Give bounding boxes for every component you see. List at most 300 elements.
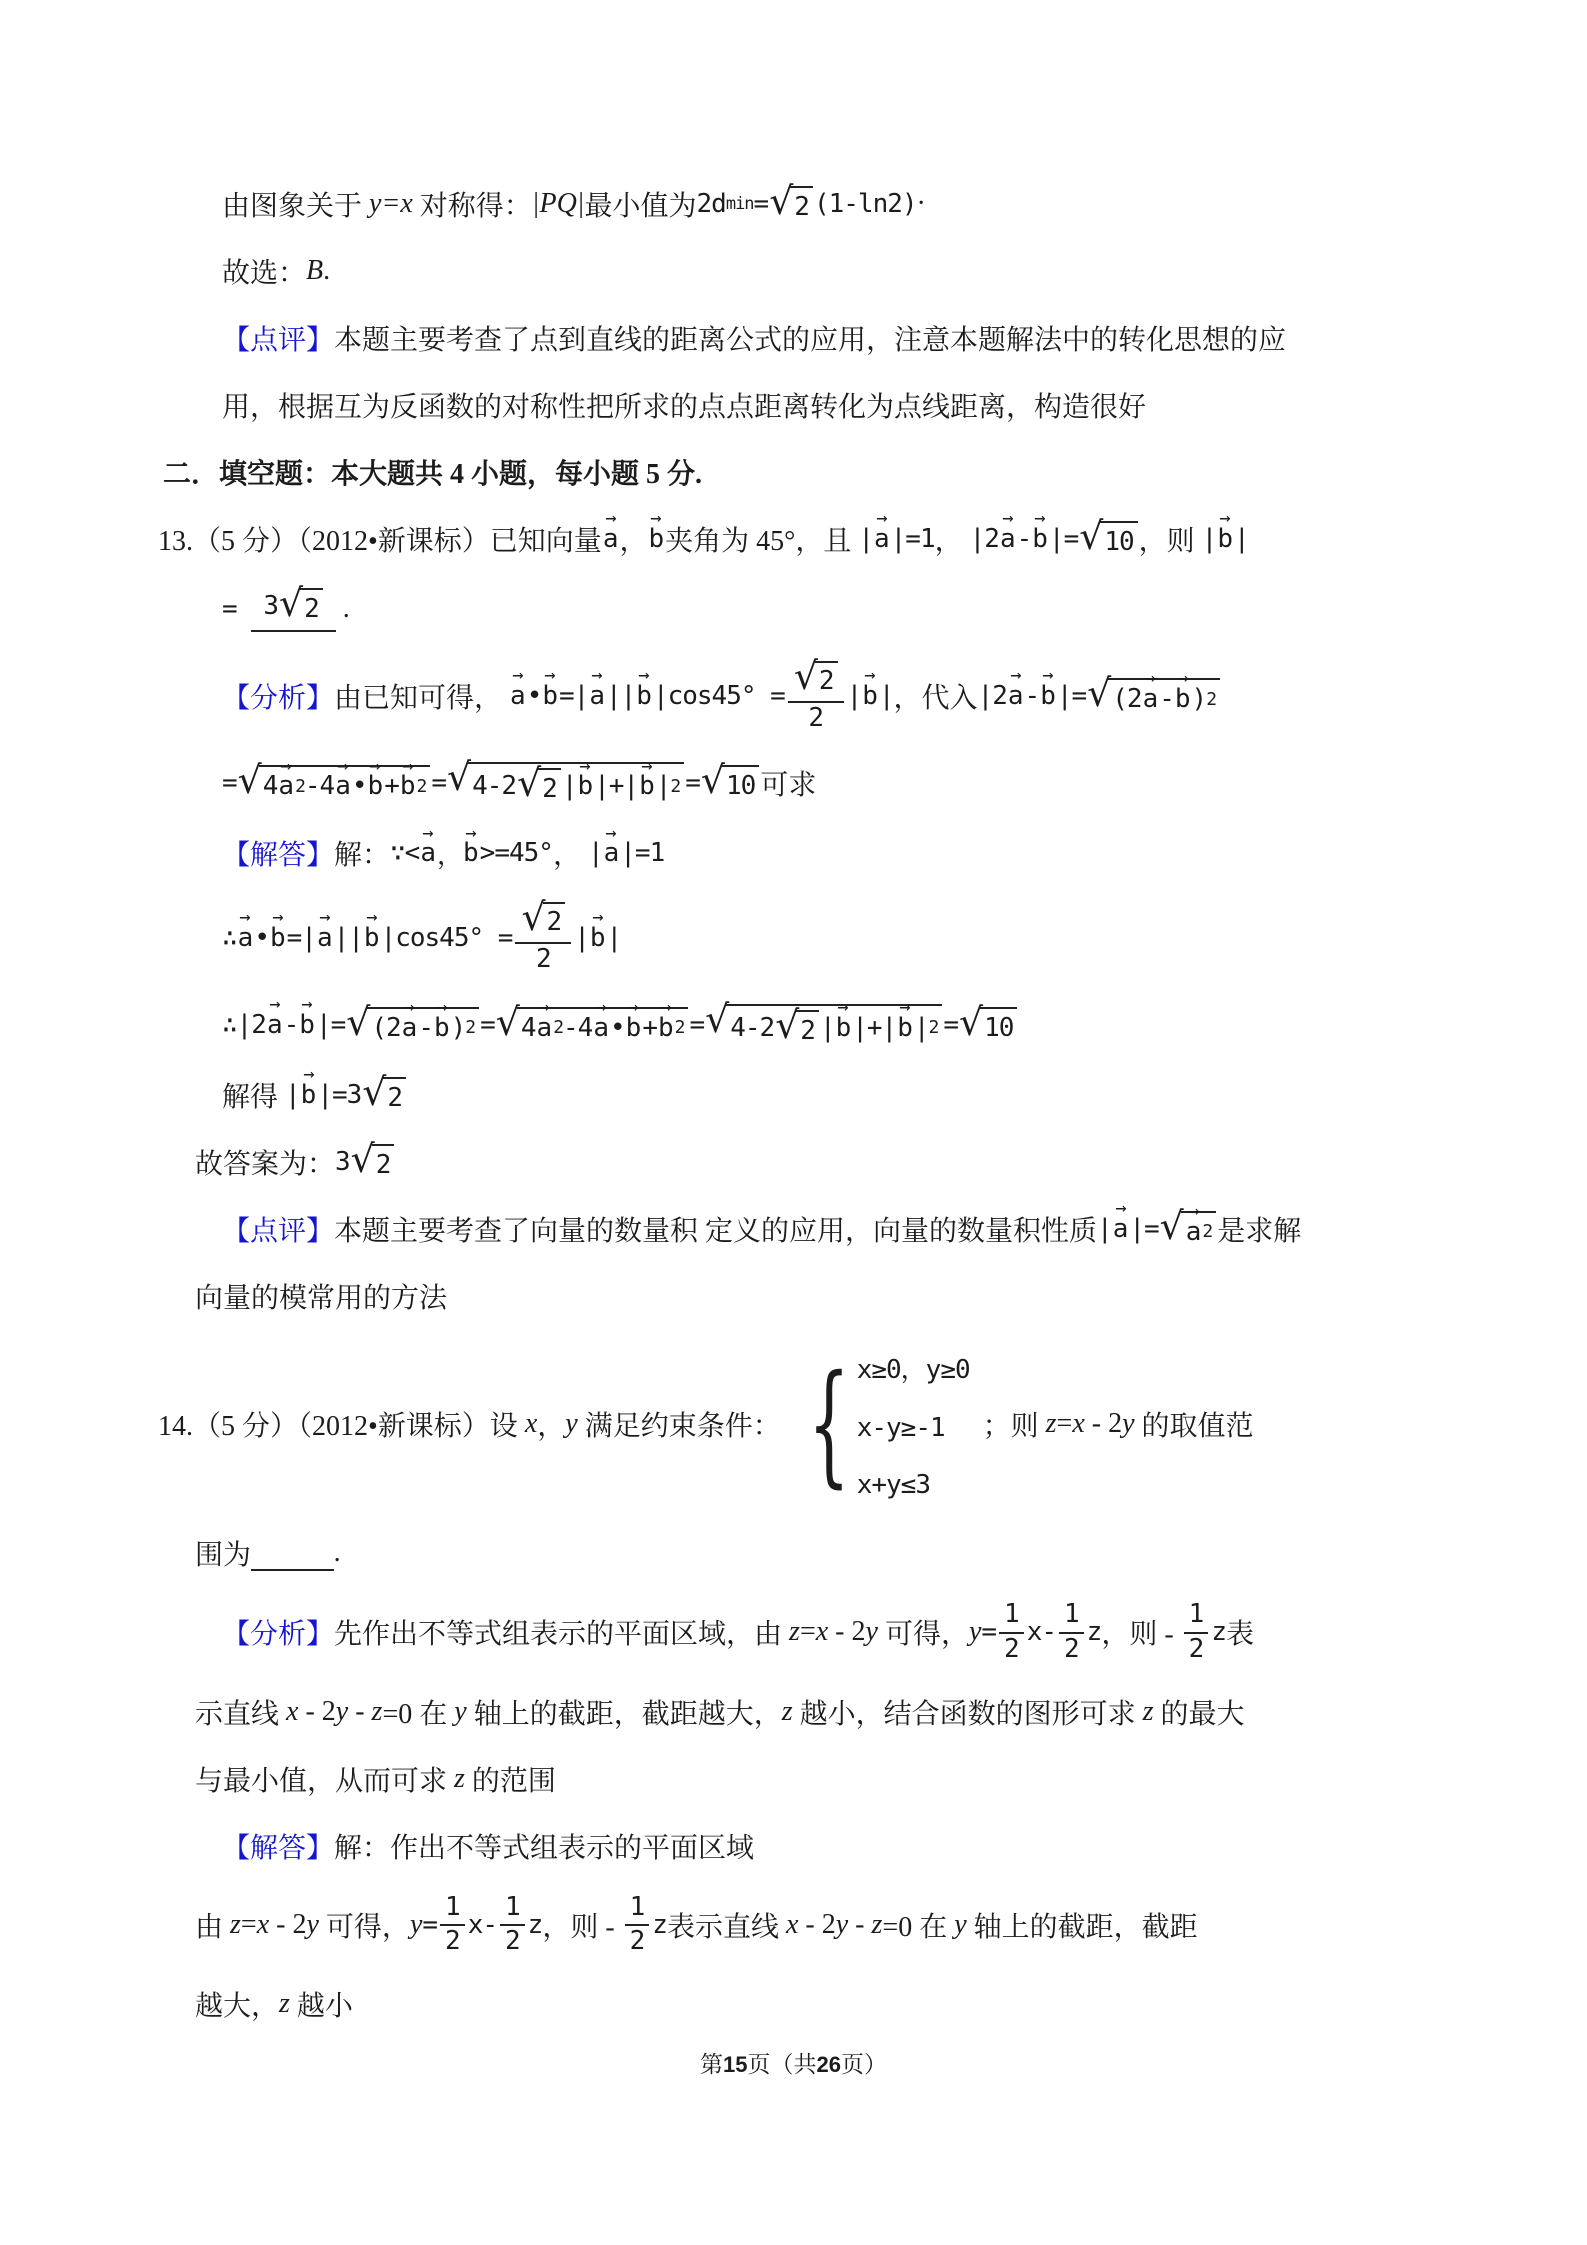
- sqrt-radical: [362, 1077, 406, 1115]
- math-run: √ 2: [387, 1082, 403, 1113]
- text-run: 的取值范: [1134, 1411, 1254, 1443]
- math-variable: x: [785, 1908, 799, 1940]
- math-run: ∴: [222, 922, 237, 953]
- case-row: [857, 1349, 970, 1386]
- text-run: 是求解: [1217, 1215, 1302, 1247]
- math-variable: y: [335, 1695, 349, 1727]
- math-run: =: [480, 1009, 495, 1040]
- q13-solution-line-1: [0, 821, 1517, 873]
- q13-solution-line-2: [0, 888, 1517, 975]
- math-run: |+|: [594, 771, 639, 802]
- vector-a: → a: [874, 524, 890, 554]
- superscript: 2: [670, 775, 681, 797]
- sqrt-radical: [346, 1007, 479, 1045]
- vector-a: → a: [1008, 681, 1024, 711]
- math-variable: y=x: [369, 188, 413, 219]
- text-run: =: [1056, 1408, 1073, 1440]
- math-variable: y: [1122, 1408, 1135, 1440]
- text-run: ，则 -: [542, 1911, 622, 1943]
- math-run: √ 2: [794, 191, 809, 222]
- text-run: 用，根据互为反函数的对称性把所求的点点距离转化为点线距离，构造很好: [222, 392, 1147, 423]
- vector-b: → b: [897, 1013, 913, 1043]
- math-run: |=: [1048, 524, 1079, 554]
- denominator: [1189, 1634, 1204, 1665]
- superscript: 2: [1202, 1221, 1213, 1243]
- radicand: [980, 1007, 1017, 1045]
- vector-b: → b: [658, 1013, 674, 1043]
- math-run: -4: [563, 1012, 593, 1043]
- math-variable: B: [306, 255, 324, 286]
- math-run: 1: [1064, 1598, 1079, 1629]
- math-run: 3: [335, 1146, 350, 1177]
- math-run: 2: [808, 702, 824, 733]
- text-run: ，: [934, 526, 970, 557]
- section-label: 【解答】: [222, 1832, 335, 1864]
- text-run: 先作出不等式组表示的平面区域，由: [334, 1619, 790, 1651]
- vector-b: → b: [542, 681, 558, 711]
- sqrt-radical: [447, 762, 684, 806]
- vector-a: → a: [589, 681, 605, 711]
- text-run: 可求: [760, 770, 817, 802]
- left-brace-icon: {: [807, 1346, 850, 1501]
- math-run: |: [819, 1012, 835, 1043]
- q14-solution-line-1: [0, 1814, 1517, 1866]
- vector-a: → a: [1143, 684, 1159, 714]
- vector-a: → a: [1000, 524, 1016, 554]
- math-variable: z: [371, 1695, 383, 1727]
- footer-text-post: 页）: [840, 2052, 887, 2077]
- text-run: .: [333, 1536, 341, 1568]
- text-run: =0 在: [882, 1911, 955, 1943]
- text-run: 与最小值，从而可求: [195, 1765, 455, 1797]
- vector-a: → √ a: [1186, 1217, 1202, 1247]
- math-run: |: [878, 681, 894, 712]
- q12-comment-line-1: [0, 306, 1517, 358]
- superscript: 2: [416, 775, 427, 797]
- bold-text: 二．填空题：本大题共 4 小题，每小题 5 分.: [163, 459, 703, 490]
- math-variable: x: [286, 1695, 299, 1727]
- math-run: 1: [1004, 1598, 1019, 1629]
- footer-page-number: 15: [723, 2052, 748, 2077]
- math-run: |: [913, 1012, 929, 1043]
- text-run: 解：作出不等式组表示的平面区域: [334, 1832, 755, 1864]
- superscript: 2: [553, 1017, 564, 1039]
- math-run: |=1: [890, 524, 935, 554]
- text-run: 表: [1225, 1619, 1254, 1651]
- q12-answer-line: [0, 239, 1517, 291]
- math-run: 1: [445, 1891, 460, 1922]
- math-run: 3: [263, 590, 278, 621]
- q13-stem-line: [0, 507, 1517, 559]
- text-run: 由: [195, 1911, 231, 1943]
- math-run: ∴|2: [222, 1009, 266, 1040]
- footer-text-pre: 第: [700, 2052, 724, 2077]
- math-run: √ 4: [520, 1012, 536, 1043]
- sqrt-radical: [769, 186, 813, 224]
- numerator: [440, 1893, 465, 1927]
- vector-a: → a: [278, 771, 294, 801]
- radicand: [796, 1010, 819, 1048]
- math-variable: z: [454, 1762, 465, 1794]
- math-run: |: [285, 1079, 300, 1110]
- math-run: |: [561, 771, 577, 802]
- math-run: √ 10: [1104, 526, 1134, 557]
- sqrt-radical: [496, 1007, 689, 1045]
- math-run: 2: [536, 944, 551, 975]
- math-run: -4: [304, 771, 335, 802]
- math-variable: y: [835, 1908, 849, 1940]
- math-run: √ 10: [984, 1012, 1014, 1043]
- text-run: ，则 -: [1101, 1619, 1181, 1651]
- sqrt-radical: [351, 1144, 395, 1182]
- math-run: x-y≥-1: [856, 1412, 945, 1443]
- text-run: 越大，: [195, 1991, 280, 2023]
- answer-underline: [251, 586, 335, 632]
- math-run: |=3: [317, 1079, 362, 1110]
- math-run: [263, 1535, 322, 1565]
- math-run: z: [1211, 1617, 1226, 1648]
- math-run: |: [606, 922, 622, 953]
- denominator: [505, 1926, 520, 1957]
- superscript: 2: [465, 1017, 476, 1039]
- text-run: 可得，: [318, 1911, 410, 1943]
- text-run: 表示直线: [666, 1911, 786, 1943]
- sqrt-radical: [1087, 678, 1220, 716]
- math-run: x+y≤3: [856, 1469, 930, 1500]
- vector-b: → b: [1040, 681, 1056, 711]
- text-run: 围为: [195, 1539, 252, 1571]
- text-run: 的最大: [1153, 1698, 1245, 1730]
- superscript: 2: [928, 1017, 939, 1039]
- text-run: 本题主要考查了点到直线的距离公式的应用，注意本题解法中的转化思想的应: [334, 325, 1287, 356]
- math-run: x-: [1026, 1617, 1057, 1648]
- math-run: •: [610, 1012, 625, 1043]
- q13-solution-line-4: [0, 1063, 1517, 1115]
- math-variable: x: [524, 1408, 538, 1440]
- text-run: - 2: [828, 1616, 866, 1648]
- q13-comment-line-2: [0, 1264, 1517, 1316]
- text-run: =: [240, 1908, 257, 1940]
- text-run: 由已知可得，: [334, 683, 510, 715]
- numerator: [788, 659, 844, 703]
- math-variable: z: [781, 1695, 793, 1727]
- text-run: 解：: [334, 840, 391, 872]
- math-run: •: [351, 771, 367, 802]
- math-run: ，: [437, 840, 463, 871]
- section-label: 【分析】: [222, 683, 335, 715]
- text-run: ，: [552, 840, 588, 872]
- text-run: 的范围: [464, 1765, 556, 1797]
- text-run: 故答案为：: [195, 1148, 336, 1180]
- sqrt-radical: [705, 1004, 942, 1048]
- math-run: |2: [969, 524, 999, 554]
- math-run: =: [753, 189, 769, 219]
- math-run: 1: [1188, 1598, 1204, 1629]
- vector-a: → a: [335, 771, 351, 801]
- math-run: =|: [286, 922, 316, 953]
- math-variable: z: [279, 1988, 290, 2020]
- math-variable: y: [454, 1695, 467, 1727]
- math-run: •: [526, 681, 542, 712]
- math-run: 2d: [696, 189, 726, 219]
- sqrt-radical: [701, 765, 759, 803]
- text-run: -: [848, 1908, 872, 1940]
- math-run: -: [1016, 524, 1032, 554]
- math-variable: x: [1072, 1408, 1085, 1440]
- math-run: |: [846, 681, 862, 712]
- math-run: |=: [1129, 1213, 1159, 1244]
- case-row: [857, 1413, 970, 1443]
- text-run: - 2: [798, 1908, 836, 1940]
- page-footer: [0, 2046, 1587, 2079]
- math-run: |: [1233, 524, 1249, 554]
- text-run: - 2: [1084, 1408, 1123, 1440]
- vector-a: → a: [1113, 1214, 1129, 1244]
- sqrt-radical: [1079, 521, 1137, 559]
- math-run: z: [652, 1909, 667, 1940]
- radicand: [1108, 678, 1220, 716]
- math-run: 2: [1004, 1633, 1019, 1664]
- math-run: |: [1097, 1213, 1112, 1244]
- math-run: 2: [1064, 1633, 1079, 1664]
- text-run: ，: [619, 526, 648, 557]
- text-run: 示直线: [195, 1698, 287, 1730]
- vector-b: → b: [639, 771, 655, 801]
- text-run: 越小，结合函数的图形可求: [792, 1698, 1143, 1730]
- vector-b: → b: [577, 771, 593, 801]
- case-rows: [857, 1349, 970, 1500]
- sqrt-radical: [521, 902, 565, 940]
- math-run: |cos45° =: [380, 922, 513, 953]
- vector-a: → a: [317, 923, 333, 953]
- q14-solution-line-2: [0, 1881, 1517, 1958]
- math-run: √ 4-2: [472, 771, 517, 802]
- vector-b: → b: [463, 838, 479, 868]
- math-run: >=45°: [479, 838, 553, 869]
- radicand: [1181, 1211, 1217, 1249]
- numerator: [625, 1893, 650, 1927]
- math-run: |=: [315, 1009, 346, 1040]
- numerator: [500, 1893, 525, 1927]
- text-run: ，: [537, 1411, 566, 1443]
- radicand: [468, 762, 684, 806]
- fraction: [500, 1893, 525, 1958]
- radicand: [538, 768, 561, 806]
- math-variable: z: [789, 1616, 800, 1648]
- math-run: +: [642, 1012, 657, 1043]
- sqrt-radical: [959, 1007, 1017, 1045]
- vector-b: → b: [400, 771, 416, 801]
- constraint-system: [787, 1346, 970, 1501]
- denominator: [808, 703, 823, 734]
- q14-analysis-line-3: [0, 1747, 1517, 1799]
- math-run: ||: [605, 681, 636, 712]
- denominator: [536, 944, 551, 975]
- math-variable: |PQ|: [531, 188, 585, 219]
- text-run: - 2: [269, 1908, 307, 1940]
- math-run: √ 2: [304, 593, 319, 624]
- math-run: |=: [1056, 681, 1087, 712]
- text-run: 故选：: [222, 258, 307, 289]
- math-run: ||: [333, 922, 363, 953]
- vector-b: → b: [648, 524, 664, 554]
- document-body: [0, 172, 1517, 2039]
- q14-stem-line-2: [0, 1521, 1517, 1573]
- vector-a: → a: [238, 923, 254, 953]
- section-header: [0, 440, 1517, 492]
- math-variable: y: [409, 1908, 423, 1940]
- vector-b: → b: [1217, 524, 1233, 554]
- math-variable: z: [1045, 1408, 1057, 1440]
- math-run: √ 2: [800, 1015, 815, 1046]
- text-run: .: [335, 592, 350, 624]
- radicand: [259, 765, 431, 803]
- math-variable: y: [565, 1408, 578, 1440]
- math-run: |=1: [620, 838, 665, 869]
- math-run: 2: [505, 1926, 520, 1957]
- text-run: =: [799, 1616, 816, 1648]
- fraction: [1184, 1600, 1209, 1665]
- math-run: (1-ln2): [813, 189, 917, 219]
- text-run: 13.（5 分）（2012•新课标）已知向量: [158, 526, 602, 557]
- text-run: 轴上的截距，截距: [966, 1911, 1198, 1943]
- math-run: |: [574, 922, 589, 953]
- radicand: [543, 902, 566, 940]
- q13-analysis-line-1: [0, 647, 1517, 734]
- superscript: 2: [295, 775, 305, 797]
- text-run: ，代入: [893, 683, 978, 715]
- q14-analysis-line-2: [0, 1680, 1517, 1732]
- math-run: ): [450, 1012, 466, 1043]
- radicand: [372, 1144, 395, 1182]
- math-variable: y: [968, 1616, 982, 1648]
- vector-a: → a: [603, 524, 619, 554]
- math-variable: x: [256, 1908, 270, 1940]
- math-run: =: [222, 593, 252, 624]
- math-run: |: [858, 524, 873, 554]
- radicand: [517, 1007, 689, 1045]
- math-run: =: [685, 768, 700, 799]
- text-run: ·: [916, 188, 926, 219]
- vector-b: → b: [364, 923, 380, 953]
- sqrt-radical: [238, 765, 431, 803]
- math-run: 2: [629, 1926, 645, 1957]
- math-run: =: [222, 768, 237, 799]
- vector-b: → b: [590, 923, 606, 953]
- radicand: [1100, 521, 1137, 559]
- math-run: x≥0，y≥0: [856, 1354, 970, 1385]
- text-run: - 2: [298, 1695, 336, 1727]
- vector-a: → a: [604, 838, 620, 868]
- text-run: -: [348, 1695, 372, 1727]
- text-run: 向量的模常用的方法: [195, 1282, 448, 1314]
- fraction: [625, 1893, 650, 1958]
- fraction: [1059, 1600, 1084, 1665]
- math-run: |: [655, 771, 671, 802]
- vector-b: → b: [836, 1013, 852, 1043]
- math-run: ): [1191, 684, 1207, 715]
- math-run: =: [981, 1617, 997, 1648]
- text-run: 夹角为 45°，且: [665, 526, 859, 557]
- denominator: [630, 1926, 645, 1957]
- text-run: 最小值为: [584, 191, 697, 222]
- vector-b: → b: [301, 1080, 317, 1110]
- fraction: [788, 659, 844, 734]
- q12-comment-line-2: [0, 373, 1517, 425]
- answer-underline: [251, 1535, 334, 1571]
- text-run: .: [323, 255, 331, 286]
- math-variable: y: [306, 1908, 319, 1940]
- radicand: [722, 765, 759, 803]
- numerator: [1184, 1600, 1209, 1634]
- text-run: 解得: [222, 1081, 286, 1113]
- vector-b: → b: [862, 681, 878, 711]
- math-run: ∵<: [390, 838, 420, 869]
- math-run: |cos45° =: [652, 681, 785, 712]
- math-run: √ 4: [262, 771, 278, 802]
- math-run: -: [418, 1012, 433, 1043]
- sqrt-radical: [1160, 1211, 1217, 1249]
- text-run: 14.（5 分）（2012•新课标）设: [158, 1411, 525, 1443]
- math-run: z: [527, 1909, 543, 1940]
- denominator: [445, 1926, 460, 1957]
- text-run: 可得，: [877, 1619, 969, 1651]
- math-run: √ 10: [726, 771, 756, 802]
- math-run: z: [1086, 1617, 1102, 1648]
- superscript: 2: [674, 1017, 685, 1039]
- math-variable: z: [871, 1908, 883, 1940]
- vector-b: → b: [1032, 524, 1048, 554]
- section-label: 【分析】: [222, 1619, 335, 1651]
- math-variable: z: [230, 1908, 241, 1940]
- vector-b: → b: [1175, 684, 1191, 714]
- fraction: [999, 1600, 1024, 1665]
- math-run: =: [689, 1009, 705, 1040]
- subscript: min: [725, 194, 754, 214]
- math-run: x-: [467, 1909, 497, 1940]
- vector-b: → b: [434, 1013, 450, 1043]
- vector-b: → b: [299, 1010, 315, 1040]
- math-run: =: [943, 1009, 959, 1040]
- math-variable: x: [815, 1616, 829, 1648]
- math-run: √ 4-2: [730, 1012, 775, 1043]
- q14-stem-line: [0, 1331, 1517, 1506]
- text-run: =0 在: [382, 1698, 455, 1730]
- math-variable: z: [1142, 1695, 1154, 1727]
- q13-solution-line-3: [0, 990, 1517, 1048]
- radicand: [815, 661, 838, 699]
- radicand: [383, 1077, 406, 1115]
- math-run: 2: [1188, 1633, 1204, 1664]
- denominator: [1064, 1634, 1079, 1665]
- vector-b: → b: [636, 681, 652, 711]
- math-run: √ 2: [818, 665, 834, 696]
- sqrt-radical: [517, 768, 561, 806]
- math-run: √ (2: [371, 1012, 401, 1043]
- math-run: -: [1159, 684, 1174, 715]
- math-run: 2: [445, 1926, 460, 1957]
- case-row: [857, 1470, 970, 1500]
- text-run: 由图象关于: [222, 191, 370, 222]
- vector-b: → b: [270, 923, 286, 953]
- sqrt-radical: [279, 588, 323, 626]
- q14-analysis-line-1: [0, 1588, 1517, 1665]
- numerator: [1059, 1600, 1084, 1634]
- text-run: 本题主要考查了向量的数量积 定义的应用，向量的数量积性质: [334, 1215, 1098, 1247]
- q12-solution-line: [0, 172, 1517, 224]
- math-run: √ 2: [542, 774, 557, 805]
- vector-b: → b: [626, 1013, 642, 1043]
